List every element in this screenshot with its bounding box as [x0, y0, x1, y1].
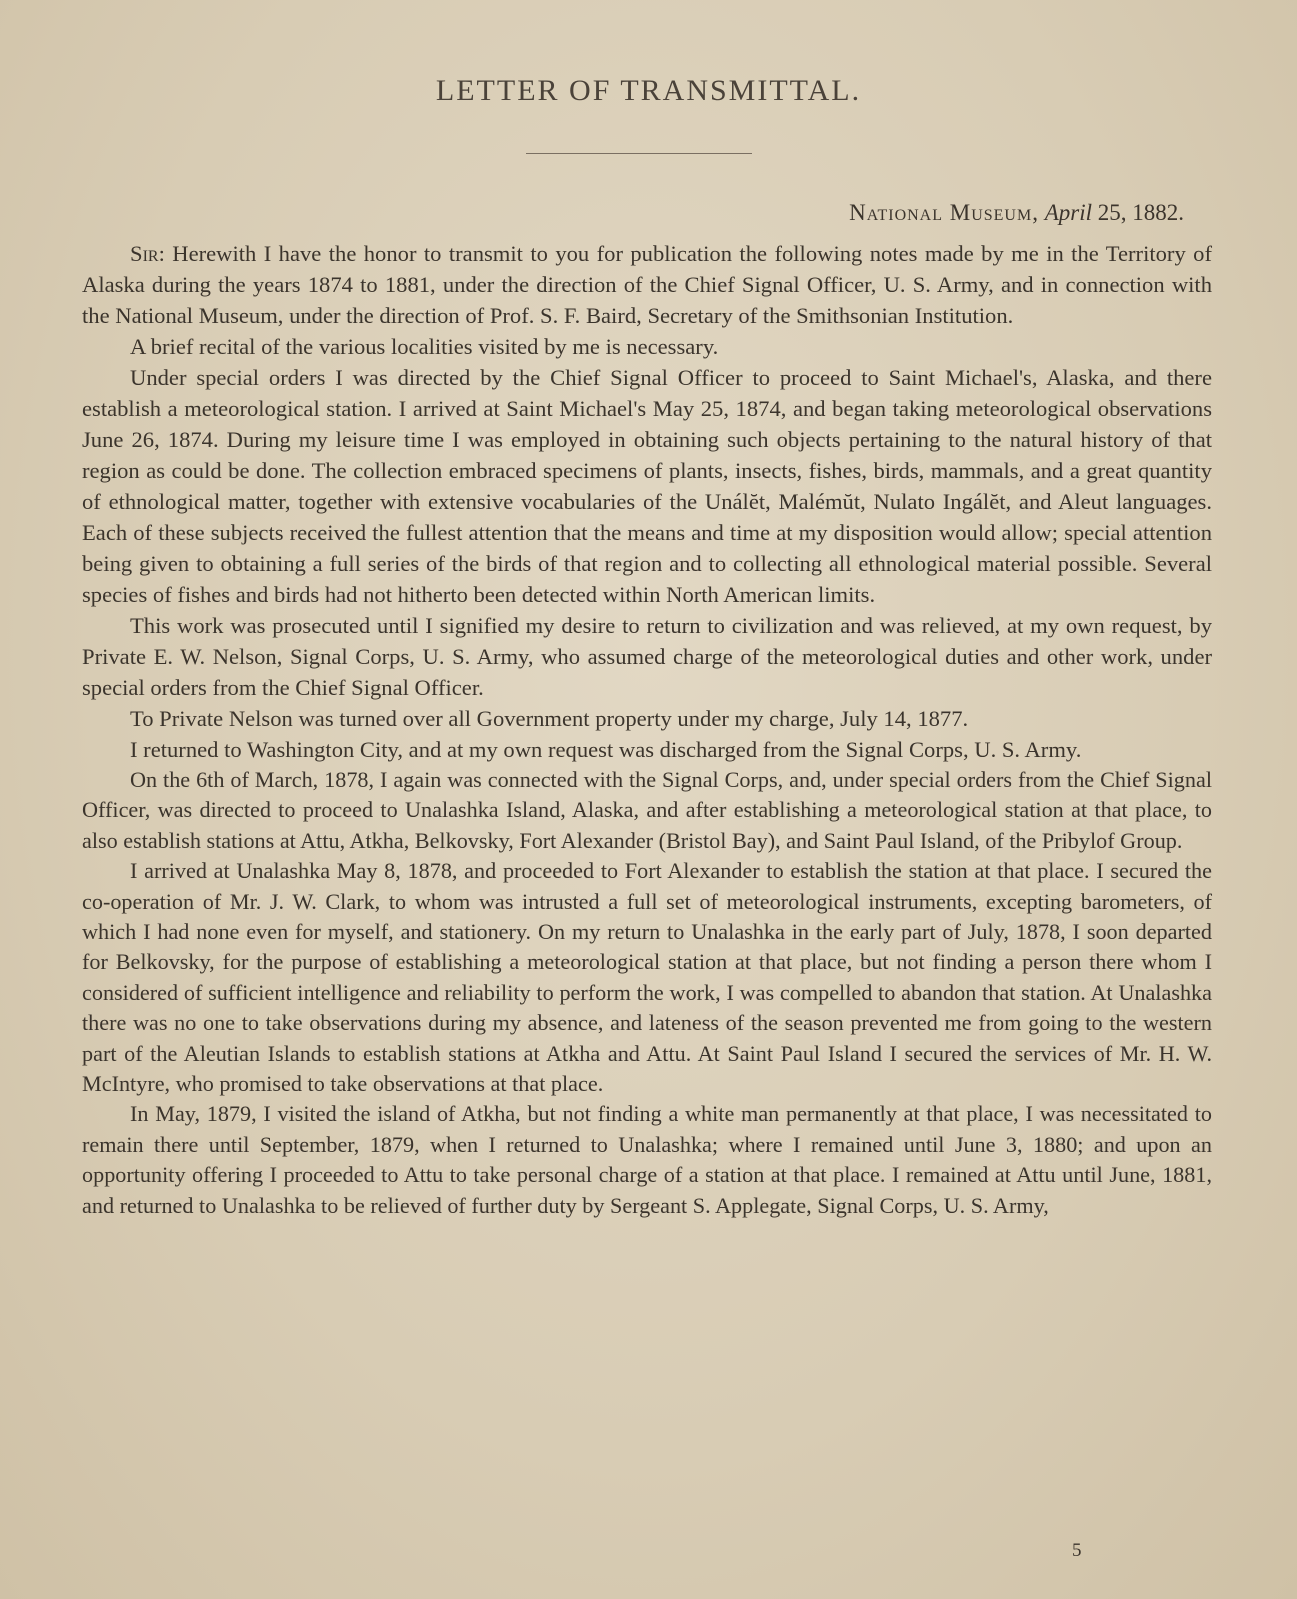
dateline-institution: National Museum, [849, 200, 1039, 225]
paragraph: I returned to Washington City, and at my own request was discharged from the Signal Corps, U. S. Army. [130, 737, 1082, 762]
paragraph [82, 238, 1212, 331]
paragraph: In May, 1879, I visited the island of Atkha, but not finding a white man permanently at that place, I was necessitated to remain there until September, 1879, when I returned to Unalashka; where I remained until June 3, 1880; and upon an opportunity offering I proceeded to Attu to take personal charge of a station at that place. I remained at Attu until June, 1881, and returned to Unalashka to be relieved of further duty by Sergeant S. Applegate, Signal Corps, U. S. Army, [82, 1101, 1212, 1218]
dateline [849, 200, 1184, 226]
salutation: Sir: [130, 241, 165, 266]
paragraph: Under special orders I was directed by the Chief Signal Officer to proceed to Saint Michael's, Alaska, and there establish a meteorological station. I arrived at Saint Michael's May 25, 1874, and began taking meteorological observations June 26, 1874. During my leisure time I was employed in obtaining such objects pertaining to the natural history of that region as could be done. The collection embraced specimens of plants, insects, fishes, birds, mammals, and a great quantity of ethnological matter, together with extensive vocabularies of the Unálĕt, Malémŭt, Nulato Ingálĕt, and Aleut languages. Each of these subjects received the fullest attention that the means and time at my disposition would allow; special attention being given to obtaining a full series of the birds of that region and to collecting all ethnological material possible. Several species of fishes and birds had not hitherto been detected within North American limits. [82, 365, 1212, 607]
paragraph: A brief recital of the various localities visited by me is necessary. [130, 334, 719, 359]
dateline-day-year: 25, 1882. [1097, 200, 1184, 225]
paragraph-text: Herewith I have the honor to transmit to you for publication the following notes made by me in the Territory of Alaska during the years 1874 to 1881, under the direction of the Chief Signal Officer, U. S. Army, and in connection with the National Museum, under the direction of Prof. S. F. Baird, Secretary of the Smithsonian Institution. [82, 241, 1212, 328]
paragraph: I arrived at Unalashka May 8, 1878, and proceeded to Fort Alexander to establish the station at that place. I secured the co-operation of Mr. J. W. Clark, to whom was intrusted a full set of meteorological instruments, excepting barometers, of which I had none even for myself, and stationery. On my return to Unalashka in the early part of July, 1878, I soon departed for Belkovsky, for the purpose of establishing a meteorological station at that place, but not finding a person there whom I considered of sufficient intelligence and reliability to perform the work, I was compelled to abandon that station. At Unalashka there was no one to take observations during my absence, and lateness of the season prevented me from going to the western part of the Aleutian Islands to establish stations at Atkha and Attu. At Saint Paul Island I secured the services of Mr. H. W. McIntyre, who promised to take observations at that place. [82, 858, 1212, 1097]
paragraph: On the 6th of March, 1878, I again was connected with the Signal Corps, and, under special orders from the Chief Signal Officer, was directed to proceed to Unalashka Island, Alaska, and after establishing a meteorological station at that place, to also establish stations at Attu, Atkha, Belkovsky, Fort Alexander (Bristol Bay), and Saint Paul Island, of the Pribylof Group. [82, 767, 1212, 853]
letter-body [82, 238, 1212, 1221]
paragraph: To Private Nelson was turned over all Government property under my charge, July 14, 1877. [130, 706, 969, 731]
paragraph: This work was prosecuted until I signified my desire to return to civilization and was relieved, at my own request, by Private E. W. Nelson, Signal Corps, U. S. Army, who assumed charge of the meteorological duties and other work, under special orders from the Chief Signal Officer. [82, 613, 1212, 700]
title-rule [526, 153, 752, 154]
dateline-month: April [1044, 200, 1092, 225]
page-number: 5 [1072, 1540, 1082, 1561]
page-title: LETTER OF TRANSMITTAL. [435, 74, 862, 107]
